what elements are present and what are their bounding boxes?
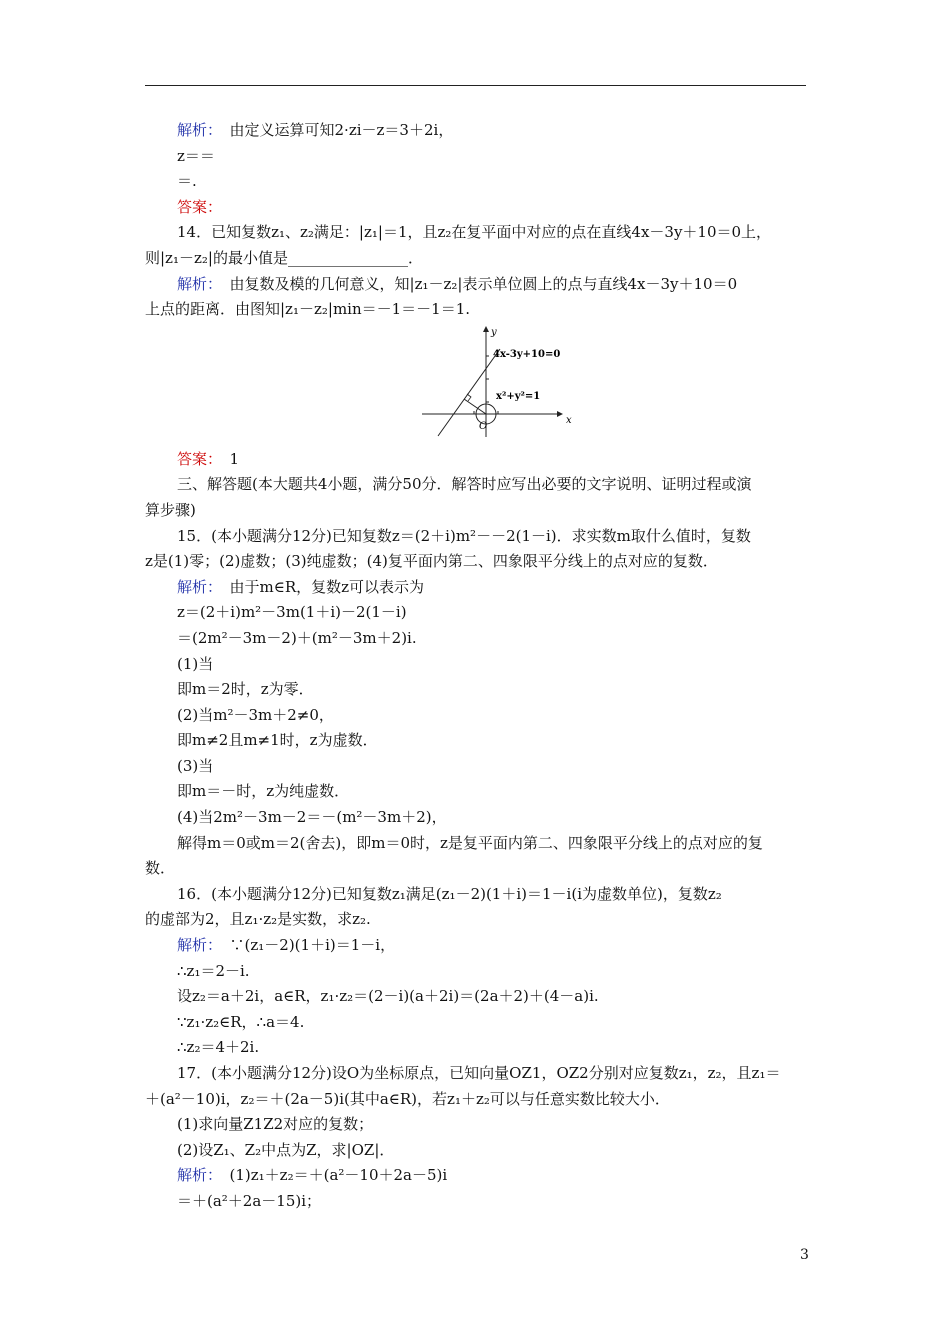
text-line — [145, 1061, 810, 1087]
line-text: (1)求向量Z1Z2对应的复数； — [177, 1115, 374, 1134]
text-line — [145, 882, 810, 908]
line-text: 由定义运算可知2·zi－z＝3＋2i， — [214, 121, 454, 139]
answer-label: 答案： — [177, 449, 215, 468]
line-text: (2)设Z₁、Z₂中点为Z，求|OZ|． — [177, 1140, 395, 1159]
line-text: ＝. — [177, 172, 197, 191]
perpendicular-segment — [464, 399, 486, 414]
text-line — [145, 118, 810, 144]
text-line — [145, 1189, 810, 1215]
line-text: ∵z₁·z₂∈R，∴a＝4. — [177, 1012, 305, 1031]
text-line — [145, 144, 810, 170]
line-text: 即m＝2时，z为零． — [177, 680, 314, 699]
line-text: 14．已知复数z₁、z₂满足：|z₁|＝1，且z₂在复平面中对应的点在直线4x－3y＋10＝0上， — [177, 223, 772, 242]
line-text: (3)当 — [177, 756, 214, 775]
text-line — [145, 600, 810, 626]
line-text: (1)z₁＋z₂＝＋(a²－10＋2a－5)i — [214, 1166, 448, 1185]
text-line — [145, 575, 810, 601]
line-text: 由于m∈R，复数z可以表示为 — [214, 577, 425, 596]
line-text: z＝(2＋i)m²－3m(1＋i)－2(1－i) — [177, 603, 407, 622]
text-line — [145, 626, 810, 652]
line-text: ∵(z₁－2)(1＋i)＝1－i， — [214, 936, 396, 955]
solution-label: 解析： — [177, 1166, 215, 1185]
circle-equation-label: x²+y²=1 — [496, 390, 541, 402]
line-text: 由复数及模的几何意义，知|z₁－z₂|表示单位圆上的点与直线4x－3y＋10＝0 — [214, 274, 738, 293]
text-line — [145, 1112, 810, 1138]
y-axis-label: y — [491, 326, 497, 338]
line-text: 设z₂＝a＋2i，a∈R，z₁·z₂＝(2－i)(a＋2i)＝(2a＋2)＋(4－a)i. — [177, 987, 599, 1006]
answer-label: 答案： — [177, 197, 223, 216]
text-line — [145, 728, 810, 754]
text-block-1 — [145, 118, 810, 323]
line-text: 16．(本小题满分12分)已知复数z₁满足(z₁－2)(1＋i)＝1－i(i为虚数单位)，复数z₂ — [177, 884, 722, 903]
page-number: 3 — [800, 1247, 809, 1263]
text-line — [145, 195, 810, 221]
text-line — [145, 472, 810, 498]
text-line — [145, 1035, 810, 1061]
line-text: ＝＋(a²＋2a－15)i； — [177, 1191, 322, 1210]
text-line — [145, 779, 810, 805]
line-text: ∴z₂＝4＋2i. — [177, 1038, 260, 1057]
header-rule — [145, 85, 806, 86]
line-text: (1)当 — [177, 654, 214, 673]
solution-label: 解析： — [177, 936, 215, 955]
line-text: 解得m＝0或m＝2(舍去)，即m＝0时，z是复平面内第二、四象限平分线上的点对应的复 — [177, 833, 763, 852]
text-line — [145, 907, 810, 933]
line-text: 数． — [145, 859, 176, 878]
unit-circle-line-figure — [420, 323, 580, 441]
text-line — [145, 805, 810, 831]
text-line — [145, 498, 810, 524]
line-text: 1 — [214, 449, 240, 468]
text-line — [145, 1087, 810, 1113]
line-text: 算步骤) — [145, 500, 196, 519]
solution-label: 解析： — [177, 274, 215, 293]
line-text: 三、解答题(本大题共4小题，满分50分．解答时应写出必要的文字说明、证明过程或演 — [177, 475, 752, 494]
line-text: (2)当m²－3m＋2≠0， — [177, 705, 334, 724]
line-text: 则|z₁－z₂|的最小值是________________． — [145, 248, 423, 267]
text-line — [145, 856, 810, 882]
line-text: z＝＝ — [177, 146, 215, 165]
text-line — [145, 447, 810, 473]
text-line — [145, 524, 810, 550]
line-text: 15．(本小题满分12分)已知复数z＝(2＋i)m²－－2(1－i)．求实数m取什么值时，复数 — [177, 526, 751, 545]
page-content — [145, 118, 810, 1215]
x-axis-label: x — [566, 414, 572, 426]
line-text: ＋(a²－10)i，z₂＝＋(2a－5)i(其中a∈R)，若z₁＋z₂可以与任意实数比较大小． — [145, 1089, 670, 1108]
text-line — [145, 1138, 810, 1164]
text-line — [145, 754, 810, 780]
line-text: 即m≠2且m≠1时，z为虚数． — [177, 731, 378, 750]
text-line — [145, 831, 810, 857]
solution-label: 解析： — [177, 577, 215, 596]
text-line — [145, 272, 810, 298]
line-text: ∴z₁＝2－i. — [177, 961, 250, 980]
line-text: 的虚部为2，且z₁·z₂是实数，求z₂. — [145, 910, 371, 929]
origin-label: O — [479, 420, 488, 432]
line-text: 上点的距离．由图知|z₁－z₂|min＝－1＝－1＝1. — [145, 300, 471, 319]
line-text: (4)当2m²－3m－2＝－(m²－3m＋2)， — [177, 808, 447, 827]
text-line — [145, 297, 810, 323]
line-equation-label: 4x-3y+10=0 — [493, 348, 561, 360]
text-line — [145, 246, 810, 272]
text-line — [145, 1010, 810, 1036]
text-line — [145, 1163, 810, 1189]
text-line — [145, 169, 810, 195]
text-line — [145, 677, 810, 703]
line-text: 17．(本小题满分12分)设O为坐标原点，已知向量OZ1，OZ2分别对应复数z₁，z₂，且z₁＝ — [177, 1064, 781, 1082]
text-line — [145, 984, 810, 1010]
text-line — [145, 959, 810, 985]
text-block-2 — [145, 447, 810, 1215]
text-line — [145, 933, 810, 959]
solution-label: 解析： — [177, 121, 215, 139]
line-text: z是(1)零；(2)虚数；(3)纯虚数；(4)复平面内第二、四象限平分线上的点对应的复数． — [145, 552, 718, 571]
text-line — [145, 220, 810, 246]
line-text: ＝(2m²－3m－2)＋(m²－3m＋2)i. — [177, 628, 417, 647]
figure — [145, 323, 810, 441]
text-line — [145, 703, 810, 729]
text-line — [145, 652, 810, 678]
line-text: 即m＝－时，z为纯虚数． — [177, 782, 350, 801]
text-line — [145, 549, 810, 575]
